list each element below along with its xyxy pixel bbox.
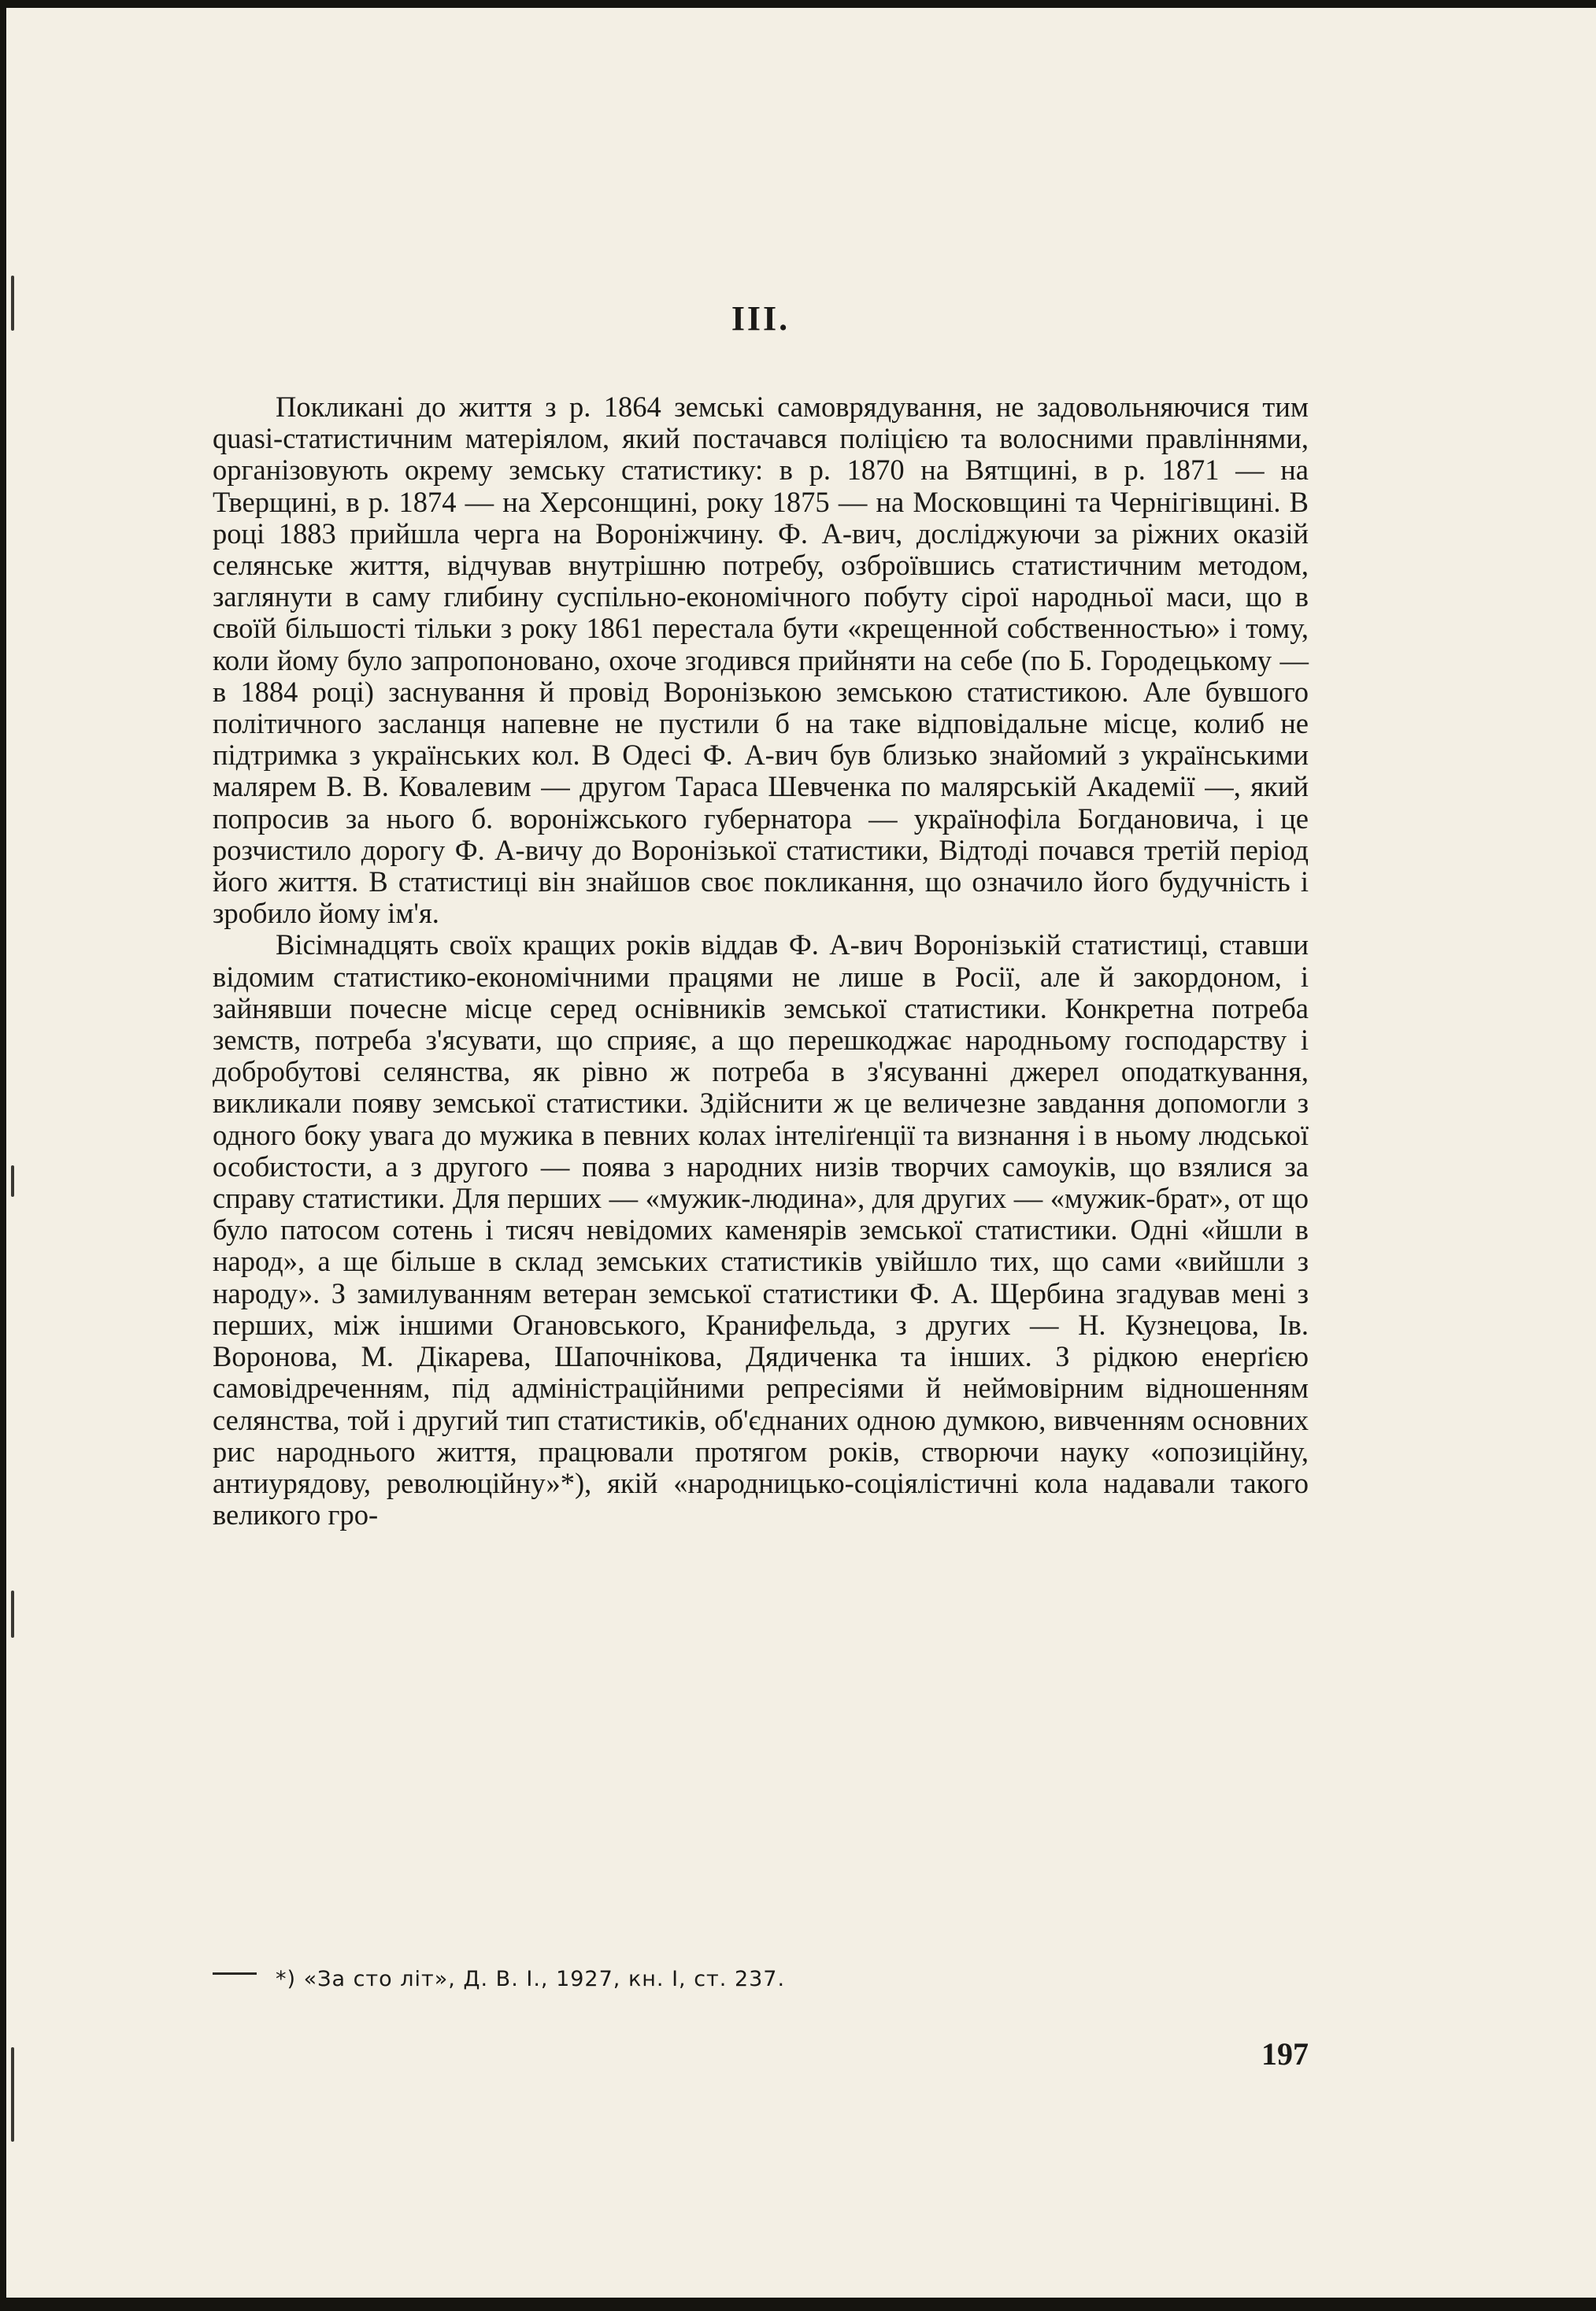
scan-border-bottom bbox=[0, 2298, 1596, 2311]
page-edge-mark bbox=[11, 276, 14, 331]
scan-border-left bbox=[0, 0, 6, 2311]
page-edge-mark bbox=[11, 1591, 14, 1638]
footnote: *) «За сто літ», Д. В. І., 1927, кн. І, ст. 237. bbox=[276, 1967, 786, 1991]
section-heading: III. bbox=[731, 299, 791, 338]
page-number: 197 bbox=[1261, 2036, 1309, 2072]
paragraph: Покликані до життя з р. 1864 земські самоврядування, не задовольняючися тим quasi-статистичним матеріялом, який постачався поліцією та волосними правліннями, організовують окрему земську статистику: в р. 1870 на Вятщині, в р. 1871 — на Тверщині, в р. 1874 — на Херсонщині, року 1875 — на Московщині та Чернігівщині. В році 1883 прийшла черга на Вороніжчину. Ф. А-вич, досліджуючи за ріжних оказій селянське життя, відчував внутрішню потребу, озброївшись статистичним методом, заглянути в саму глибину суспільно-економічного побуту сірої народньої маси, що в своїй більшості тільки з року 1861 перестала бути «крещенной собственностью» і тому, коли йому було запропоновано, охоче згодився прийняти на себе (по Б. Городецькому — в 1884 році) заснування й провід Воронізькою земською статистикою. Але бувшого політичного засланця напевне не пустили б на таке відповідальне місце, колиб не підтримка з українських кол. В Одесі Ф. А-вич був близько знайомий з українськими малярем В. В. Ковалевим — другом Тараса Шевченка по малярській Академії —, який попросив за нього б. вороніжського губернатора — українофіла Богдановича, і це розчистило дорогу Ф. А-вичу до Воронізької статистики, Відтоді почався третій період його життя. В статистиці він знайшов своє покликання, що означило його будучність і зробило йому ім'я. bbox=[213, 391, 1309, 930]
paragraph: Вісімнадцять своїх кращих років віддав Ф. А-вич Воронізькій статистиці, ставши відомим статистико-економічними працями не лише в Росії, але й закордоном, і зайнявши почесне місце серед оснівників земської статистики. Конкретна потреба земств, потреба з'ясувати, що сприяє, а що перешкоджає народньому господарству і добробутові селянства, як рівно ж потреба в з'ясуванні джерел оподаткування, викликали появу земської статистики. Здійснити ж це величезне завдання допомогли з одного боку увага до мужика в певних колах інтеліґенції та визнання і в ньому людської особистости, а з другого — поява з народних низів творчих самоуків, що взялися за справу статистики. Для перших — «мужик-людина», для других — «мужик-брат», от що було патосом сотень і тисяч невідомих каменярів земської статистики. Одні «йшли в народ», а ще більше в склад земських статистиків увійшло тих, що сами «вийшли з народу». З замилуванням ветеран земської статистики Ф. А. Щербина згадував мені з перших, між іншими Огановського, Кранифельда, з других — Н. Кузнецова, Ів. Воронова, М. Дікарева, Шапочнікова, Дядиченка та інших. З рідкою енерґією самовідреченням, під адміністраційними репресіями й неймовірним відношенням селянства, той і другий тип статистиків, об'єднаних одною думкою, вивченням основних рис народнього життя, працювали протягом років, створючи науку «опозиційну, антиурядову, революційну»*), якій «народницько-соціялістичні кола надавали такого великого гро- bbox=[213, 928, 1309, 1531]
page-edge-mark bbox=[11, 2047, 14, 2142]
document-page bbox=[213, 299, 1309, 1531]
footnote-rule bbox=[213, 1972, 257, 1975]
page-edge-mark bbox=[11, 1165, 14, 1197]
scan-border-top bbox=[0, 0, 1596, 8]
